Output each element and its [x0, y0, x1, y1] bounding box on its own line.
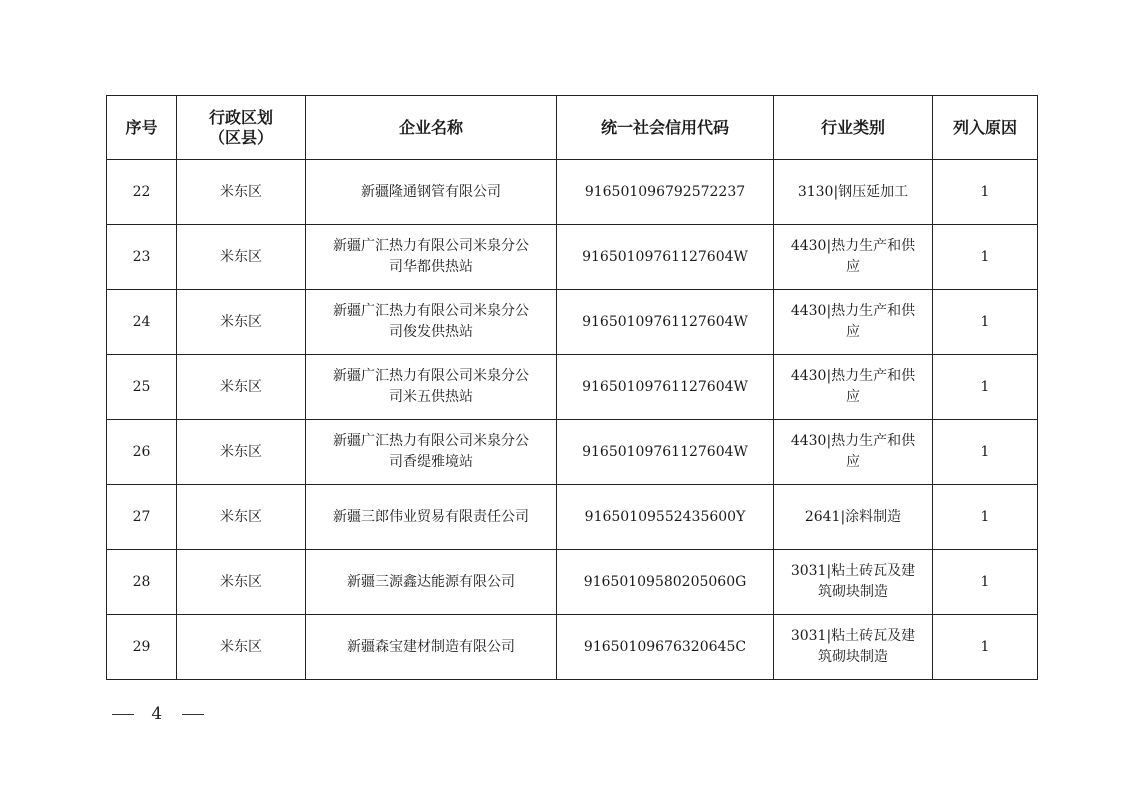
- table-row: [107, 225, 1038, 290]
- cell-industry-line: 4430|热力生产和供: [790, 303, 916, 319]
- footer-dash-left: [112, 714, 134, 715]
- cell-code: 916501096792572237: [557, 160, 774, 225]
- cell-industry-line: 应: [846, 454, 860, 470]
- table-row: [107, 355, 1038, 420]
- table-row: [107, 615, 1038, 680]
- cell-industry-line: 2641|涂料制造: [804, 508, 902, 525]
- footer-dash-right: [182, 714, 204, 715]
- cell-industry-line: 4430|热力生产和供: [790, 433, 916, 449]
- cell-name-line: 新疆隆通钢管有限公司: [361, 183, 501, 200]
- cell-industry-line: 应: [846, 259, 860, 275]
- cell-industry-line: 应: [846, 324, 860, 340]
- cell-name-line: 新疆广汇热力有限公司米泉分公: [333, 368, 529, 384]
- cell-reason: 1: [933, 225, 1038, 290]
- cell-reason: 1: [933, 355, 1038, 420]
- cell-name: [306, 420, 557, 485]
- cell-seq: 28: [107, 550, 177, 615]
- header-code: 统一社会信用代码: [557, 96, 774, 160]
- cell-seq: 22: [107, 160, 177, 225]
- enterprise-list-table-container: [106, 95, 1016, 680]
- cell-region: 米东区: [177, 290, 306, 355]
- page-number: 4: [151, 704, 165, 724]
- cell-code: 91650109761127604W: [557, 420, 774, 485]
- table-row: [107, 420, 1038, 485]
- cell-industry: [774, 615, 933, 680]
- page-footer: [112, 704, 204, 724]
- header-region-line1: 行政区划: [208, 107, 273, 127]
- cell-reason: 1: [933, 485, 1038, 550]
- cell-name-line: 司香缇雅境站: [389, 454, 473, 470]
- cell-reason: 1: [933, 550, 1038, 615]
- cell-name: [306, 290, 557, 355]
- cell-name-line: 新疆广汇热力有限公司米泉分公: [333, 238, 529, 254]
- cell-seq: 25: [107, 355, 177, 420]
- table-header-row: [107, 96, 1038, 160]
- cell-industry: [774, 420, 933, 485]
- cell-code: 91650109676320645C: [557, 615, 774, 680]
- table-row: [107, 550, 1038, 615]
- header-reason: 列入原因: [933, 96, 1038, 160]
- cell-name-line: 司华都供热站: [389, 259, 473, 275]
- cell-reason: 1: [933, 290, 1038, 355]
- header-industry: 行业类别: [774, 96, 933, 160]
- cell-industry-line: 筑砌块制造: [818, 584, 888, 600]
- cell-industry-line: 4430|热力生产和供: [790, 238, 916, 254]
- cell-industry-line: 筑砌块制造: [818, 649, 888, 665]
- cell-name-line: 新疆广汇热力有限公司米泉分公: [333, 433, 529, 449]
- cell-seq: 24: [107, 290, 177, 355]
- cell-code: 91650109552435600Y: [557, 485, 774, 550]
- cell-industry: [774, 485, 933, 550]
- cell-name: [306, 550, 557, 615]
- cell-seq: 23: [107, 225, 177, 290]
- header-region: [177, 96, 306, 160]
- cell-industry: [774, 550, 933, 615]
- cell-industry-line: 3031|粘土砖瓦及建: [790, 628, 916, 644]
- cell-name: [306, 355, 557, 420]
- cell-name-line: 新疆广汇热力有限公司米泉分公: [333, 303, 529, 319]
- cell-region: 米东区: [177, 485, 306, 550]
- cell-name: [306, 615, 557, 680]
- cell-region: 米东区: [177, 615, 306, 680]
- table-body: [107, 160, 1038, 680]
- cell-name: [306, 225, 557, 290]
- cell-code: 91650109580205060G: [557, 550, 774, 615]
- enterprise-list-table: [106, 95, 1038, 680]
- cell-seq: 29: [107, 615, 177, 680]
- table-row: [107, 290, 1038, 355]
- cell-name-line: 司米五供热站: [389, 389, 473, 405]
- cell-region: 米东区: [177, 225, 306, 290]
- cell-name-line: 新疆三郎伟业贸易有限责任公司: [333, 508, 529, 525]
- cell-region: 米东区: [177, 355, 306, 420]
- cell-reason: 1: [933, 615, 1038, 680]
- cell-industry-line: 3031|粘土砖瓦及建: [790, 563, 916, 579]
- cell-region: 米东区: [177, 550, 306, 615]
- cell-name: [306, 160, 557, 225]
- cell-industry-line: 应: [846, 389, 860, 405]
- cell-industry: [774, 355, 933, 420]
- cell-code: 91650109761127604W: [557, 290, 774, 355]
- cell-name: [306, 485, 557, 550]
- header-name: 企业名称: [306, 96, 557, 160]
- cell-industry-line: 4430|热力生产和供: [790, 368, 916, 384]
- cell-reason: 1: [933, 160, 1038, 225]
- cell-reason: 1: [933, 420, 1038, 485]
- cell-name-line: 司俊发供热站: [389, 324, 473, 340]
- header-region-line2: （区县）: [208, 127, 273, 147]
- cell-name-line: 新疆森宝建材制造有限公司: [347, 638, 515, 655]
- cell-industry: [774, 160, 933, 225]
- cell-seq: 27: [107, 485, 177, 550]
- cell-code: 91650109761127604W: [557, 355, 774, 420]
- cell-region: 米东区: [177, 160, 306, 225]
- table-row: [107, 160, 1038, 225]
- cell-name-line: 新疆三源鑫达能源有限公司: [347, 573, 515, 590]
- cell-industry: [774, 290, 933, 355]
- cell-seq: 26: [107, 420, 177, 485]
- cell-industry-line: 3130|钢压延加工: [797, 183, 909, 200]
- cell-region: 米东区: [177, 420, 306, 485]
- header-seq: 序号: [107, 96, 177, 160]
- cell-industry: [774, 225, 933, 290]
- cell-code: 91650109761127604W: [557, 225, 774, 290]
- table-row: [107, 485, 1038, 550]
